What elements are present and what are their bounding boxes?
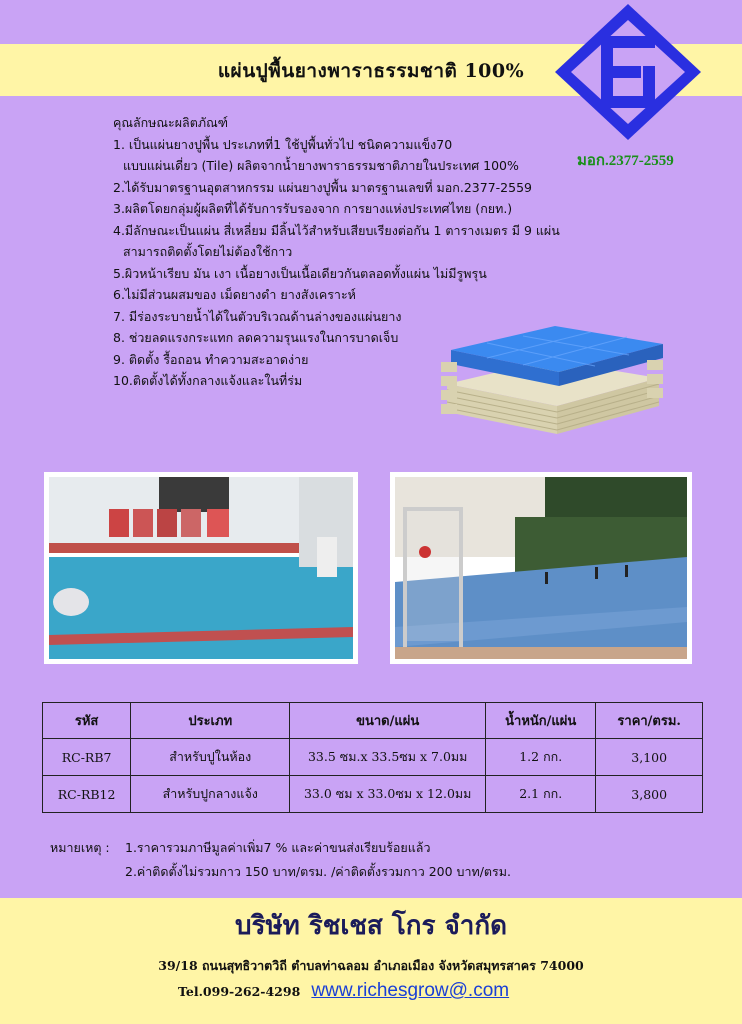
stacked-tiles-image bbox=[437, 322, 669, 440]
website-link[interactable]: www.richesgrow@.com bbox=[311, 980, 510, 1001]
notes bbox=[50, 836, 511, 884]
table-cell: 1.2 กก. bbox=[486, 739, 596, 776]
table-row bbox=[43, 739, 703, 776]
feature-item: แบบแผ่นเดี่ยว (Tile) ผลิตจากน้ำยางพาราธรรมชาติภายในประเทศ 100% bbox=[123, 158, 519, 173]
note-text: 1.ราคารวมภาษีมูลค่าเพิ่ม7 % และค่าขนส่งเรียบร้อยแล้ว bbox=[125, 840, 431, 855]
feature-item: 6.ไม่มีส่วนผสมของ เม็ดยางดำ ยางสังเคราะห์ bbox=[113, 287, 356, 302]
note-text: 2.ค่าติดตั้งไม่รวมกาว 150 บาท/ตรม. /ค่าติดตั้งรวมกาว 200 บาท/ตรม. bbox=[125, 864, 511, 879]
table-cell: RC-RB12 bbox=[43, 776, 131, 813]
feature-item: 1. เป็นแผ่นยางปูพื้น ประเภทที่1 ใช้ปูพื้นทั่วไป ชนิดความแข็ง70 bbox=[113, 136, 453, 152]
table-header: ราคา/ตรม. bbox=[596, 703, 703, 739]
table-header-row bbox=[43, 703, 703, 739]
table-header: ขนาด/แผ่น bbox=[290, 703, 486, 739]
feature-item: 9. ติดตั้ง รื้อถอน ทำความสะอาดง่าย bbox=[113, 351, 309, 367]
feature-heading: คุณลักษณะผลิตภัณฑ์ bbox=[113, 115, 229, 130]
standard-mark: มอก.2377-2559 bbox=[577, 153, 674, 169]
company-address: 39/18 ถนนสุทธิวาตวิถี ตำบลท่าฉลอม อำเภอเมือง จังหวัดสมุทรสาคร 74000 bbox=[158, 958, 584, 973]
table-cell: สำหรับปูในห้อง bbox=[131, 739, 290, 776]
feature-item: 7. มีร่องระบายน้ำได้ในตัวบริเวณด้านล่างของแผ่นยาง bbox=[113, 308, 402, 324]
table-cell: 2.1 กก. bbox=[486, 776, 596, 813]
table-row bbox=[43, 776, 703, 813]
note-label: หมายเหตุ : bbox=[50, 840, 110, 855]
feature-item: 5.ผิวหน้าเรียบ มัน เงา เนื้อยางเป็นเนื้อเดียวกันตลอดทั้งแผ่น ไม่มีรูพรุน bbox=[113, 265, 487, 281]
table-cell: RC-RB7 bbox=[43, 739, 131, 776]
outdoor-court-photo bbox=[390, 472, 692, 664]
table-cell: สำหรับปูกลางแจ้ง bbox=[131, 776, 290, 813]
feature-item: 8. ช่วยลดแรงกระแทก ลดความรุนแรงในการบาดเจ็บ bbox=[113, 330, 399, 345]
table-header: น้ำหนัก/แผ่น bbox=[486, 703, 596, 739]
note-line bbox=[50, 836, 511, 860]
phone-number: Tel.099-262-4298 bbox=[178, 984, 301, 999]
contact-line bbox=[178, 980, 509, 1002]
product-spec-table bbox=[42, 702, 703, 813]
page-title: แผ่นปูพื้นยางพาราธรรมชาติ 100% bbox=[217, 60, 525, 82]
feature-item: 4.มีลักษณะเป็นแผ่น สี่เหลี่ยม มีลิ้นไว้สำหรับเสียบเรียงต่อกัน 1 ตารางเมตร มี 9 แผ่น bbox=[113, 222, 560, 238]
feature-item: 10.ติดตั้งได้ทั้งกลางแจ้งและในที่ร่ม bbox=[113, 373, 303, 388]
table-cell: 33.5 ซม.x 33.5ซม x 7.0มม bbox=[290, 739, 486, 776]
table-cell: 3,800 bbox=[596, 776, 703, 813]
table-header: ประเภท bbox=[131, 703, 290, 739]
company-name: บริษัท ริชเชส โกร จำกัด bbox=[234, 911, 508, 941]
table-cell: 3,100 bbox=[596, 739, 703, 776]
feature-item: สามารถติดตั้งโดยไม่ต้องใช้กาว bbox=[123, 244, 293, 259]
feature-item: 2.ได้รับมาตรฐานอุตสาหกรรม แผ่นยางปูพื้น มาตรฐานเลขที่ มอก.2377-2559 bbox=[113, 179, 532, 195]
indoor-floor-photo bbox=[44, 472, 358, 664]
table-cell: 33.0 ซม x 33.0ซม x 12.0มม bbox=[290, 776, 486, 813]
table-header: รหัส bbox=[43, 703, 131, 739]
feature-item: 3.ผลิตโดยกลุ่มผู้ผลิตที่ได้รับการรับรองจาก การยางแห่งประเทศไทย (กยท.) bbox=[113, 201, 513, 216]
